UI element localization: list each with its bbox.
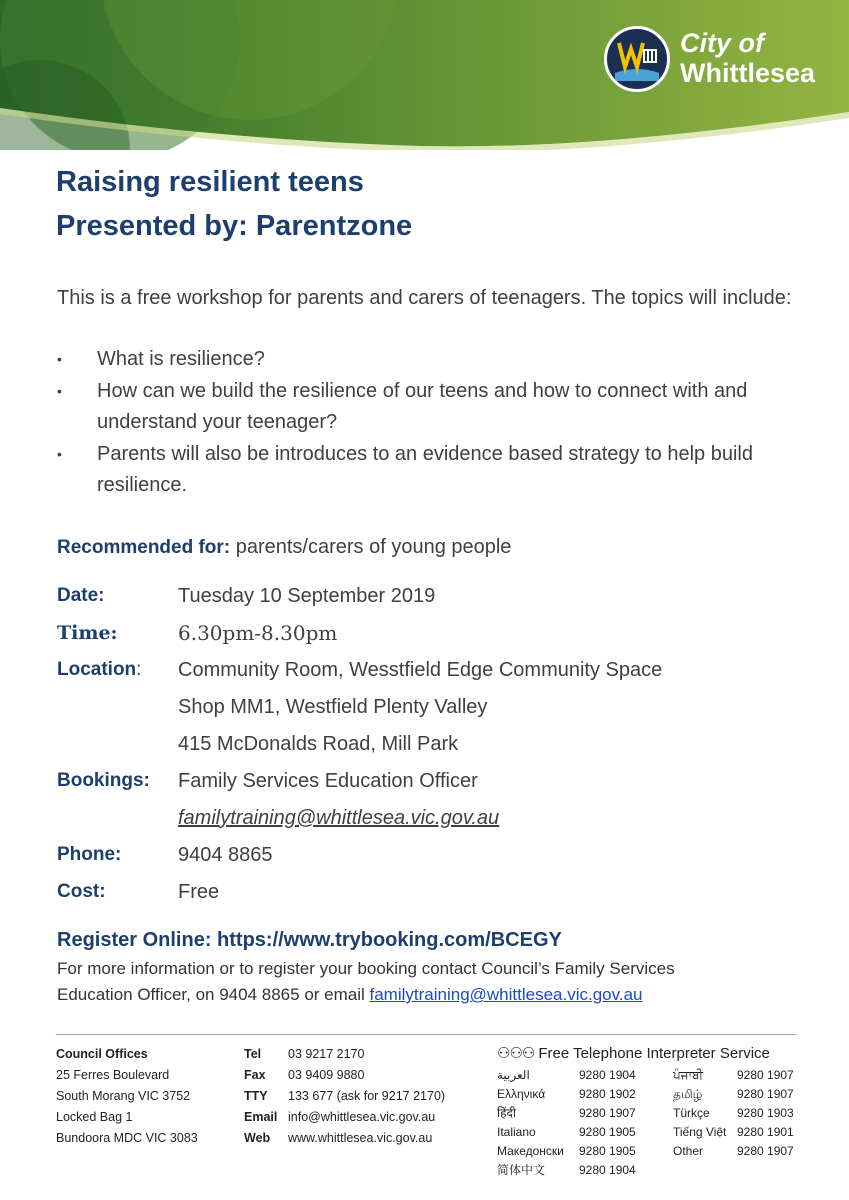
interpreter-number: 9280 1907 bbox=[737, 1087, 794, 1101]
interpreter-language: 简体中文 bbox=[497, 1163, 546, 1177]
office-address-line: 25 Ferres Boulevard bbox=[56, 1068, 170, 1082]
header-banner bbox=[0, 0, 849, 150]
more-info-paragraph bbox=[57, 956, 827, 1008]
cost-label: Cost: bbox=[57, 881, 106, 902]
contact-key: Web bbox=[244, 1131, 271, 1145]
time-row bbox=[57, 617, 817, 654]
location-label bbox=[57, 654, 141, 686]
time-label: Time: bbox=[57, 622, 118, 644]
title-line-2: Presented by: Parentzone bbox=[56, 210, 413, 242]
interpreter-language: Italiano bbox=[497, 1125, 536, 1139]
logo-line-2: Whittlesea bbox=[680, 58, 816, 88]
cost-value: Free bbox=[178, 881, 220, 903]
location-row-2 bbox=[57, 691, 817, 728]
offices-heading: Council Offices bbox=[56, 1047, 148, 1061]
title-line-1: Raising resilient teens bbox=[56, 166, 364, 198]
event-details bbox=[57, 580, 817, 913]
phone-value: 9404 8865 bbox=[178, 844, 273, 866]
interpreter-language: ਪੰਜਾਬੀ bbox=[673, 1068, 704, 1082]
location-colon: : bbox=[136, 659, 142, 680]
footer-divider bbox=[56, 1034, 797, 1035]
interpreter-number: 9280 1901 bbox=[737, 1125, 794, 1139]
interpreter-number: 9280 1907 bbox=[737, 1068, 794, 1082]
location-row-3 bbox=[57, 728, 817, 765]
contact-value: 03 9217 2170 bbox=[288, 1047, 365, 1061]
contact-key: Email bbox=[244, 1110, 278, 1124]
interpreter-title-text: Free Telephone Interpreter Service bbox=[538, 1045, 770, 1062]
contact-value: 133 677 (ask for 9217 2170) bbox=[288, 1089, 446, 1103]
city-logo bbox=[604, 24, 834, 96]
contact-value: 03 9409 9880 bbox=[288, 1068, 365, 1082]
interpreter-number: 9280 1907 bbox=[579, 1106, 636, 1120]
recommended-label: Recommended for: bbox=[57, 537, 231, 558]
more-info-email-link[interactable]: familytraining@whittlesea.vic.gov.au bbox=[369, 985, 643, 1004]
bookings-email-row bbox=[57, 802, 817, 839]
list-item-text: Parents will also be introduces to an evidence based strategy to help build resilience. bbox=[97, 443, 753, 496]
bullet-icon: • bbox=[57, 383, 62, 399]
contact-key: TTY bbox=[244, 1089, 268, 1103]
interpreter-language: العربية bbox=[497, 1068, 530, 1082]
interpreter-language: Other bbox=[673, 1144, 704, 1158]
council-offices bbox=[56, 1044, 198, 1149]
bookings-value: Family Services Education Officer bbox=[178, 770, 478, 792]
time-value: 6.30pm-8.30pm bbox=[178, 621, 338, 645]
recommended-for bbox=[57, 532, 511, 563]
interpreter-title bbox=[497, 1044, 802, 1064]
date-value: Tuesday 10 September 2019 bbox=[178, 585, 436, 607]
date-row bbox=[57, 580, 817, 617]
page-title bbox=[56, 160, 412, 248]
logo-line-1: City of bbox=[680, 28, 764, 58]
location-row bbox=[57, 654, 817, 691]
recommended-value: parents/carers of young people bbox=[230, 536, 512, 558]
bookings-row bbox=[57, 765, 817, 802]
more-info-text-2: Education Officer, on 9404 8865 or email bbox=[57, 985, 370, 1004]
interpreter-number: 9280 1904 bbox=[579, 1163, 636, 1177]
interpreter-language: Македонски bbox=[497, 1144, 564, 1158]
interpreter-language: Tiếng Việt bbox=[673, 1125, 727, 1139]
list-item bbox=[57, 439, 817, 501]
list-item bbox=[57, 344, 817, 375]
phone-row bbox=[57, 839, 817, 876]
location-label-text: Location bbox=[57, 659, 137, 680]
office-address-line: Locked Bag 1 bbox=[56, 1110, 133, 1124]
list-item-text: What is resilience? bbox=[97, 348, 265, 370]
intro-paragraph: This is a free workshop for parents and carers of teenagers. The topics will include: bbox=[57, 287, 792, 309]
office-address-line: South Morang VIC 3752 bbox=[56, 1089, 191, 1103]
location-line-1: Community Room, Wesstfield Edge Community Space bbox=[178, 659, 663, 681]
register-online[interactable]: Register Online: https://www.trybooking.com/BCEGY bbox=[57, 929, 562, 951]
interpreter-number: 9280 1904 bbox=[579, 1068, 636, 1082]
topics-list bbox=[57, 344, 817, 502]
interpreter-number: 9280 1903 bbox=[737, 1106, 794, 1120]
list-item bbox=[57, 376, 817, 438]
interpreter-number: 9280 1905 bbox=[579, 1125, 636, 1139]
interpreter-language: हिंदी bbox=[497, 1106, 516, 1120]
bullet-icon: • bbox=[57, 446, 62, 462]
people-icon: ⚇⚇⚇ bbox=[497, 1045, 535, 1062]
interpreter-number: 9280 1907 bbox=[737, 1144, 794, 1158]
contact-web-link[interactable]: www.whittlesea.vic.gov.au bbox=[288, 1131, 433, 1145]
city-logo-text bbox=[680, 28, 815, 88]
bookings-email-link[interactable]: familytraining@whittlesea.vic.gov.au bbox=[178, 807, 500, 829]
more-info-text-1: For more information or to register your booking contact Council’s Family Services bbox=[57, 959, 675, 978]
date-label: Date: bbox=[57, 585, 105, 606]
office-address-line: Bundoora MDC VIC 3083 bbox=[56, 1131, 198, 1145]
interpreter-language: Ελληνικά bbox=[497, 1087, 546, 1101]
bookings-label: Bookings: bbox=[57, 770, 150, 791]
interpreter-number: 9280 1902 bbox=[579, 1087, 636, 1101]
cost-row bbox=[57, 876, 817, 913]
city-emblem-icon bbox=[604, 26, 670, 92]
list-item-text: How can we build the resilience of our teens and how to connect with and understand your teenager? bbox=[97, 380, 748, 433]
interpreter-number: 9280 1905 bbox=[579, 1144, 636, 1158]
interpreter-language: Türkçe bbox=[673, 1106, 710, 1120]
location-line-3: 415 McDonalds Road, Mill Park bbox=[178, 733, 459, 755]
contact-email-link[interactable]: info@whittlesea.vic.gov.au bbox=[288, 1110, 436, 1124]
contact-key: Fax bbox=[244, 1068, 266, 1082]
location-line-2: Shop MM1, Westfield Plenty Valley bbox=[178, 696, 488, 718]
interpreter-service bbox=[497, 1044, 802, 1177]
phone-label: Phone: bbox=[57, 844, 122, 865]
bullet-icon: • bbox=[57, 351, 62, 367]
contact-key: Tel bbox=[244, 1047, 262, 1061]
interpreter-language: தமிழ் bbox=[673, 1087, 703, 1101]
